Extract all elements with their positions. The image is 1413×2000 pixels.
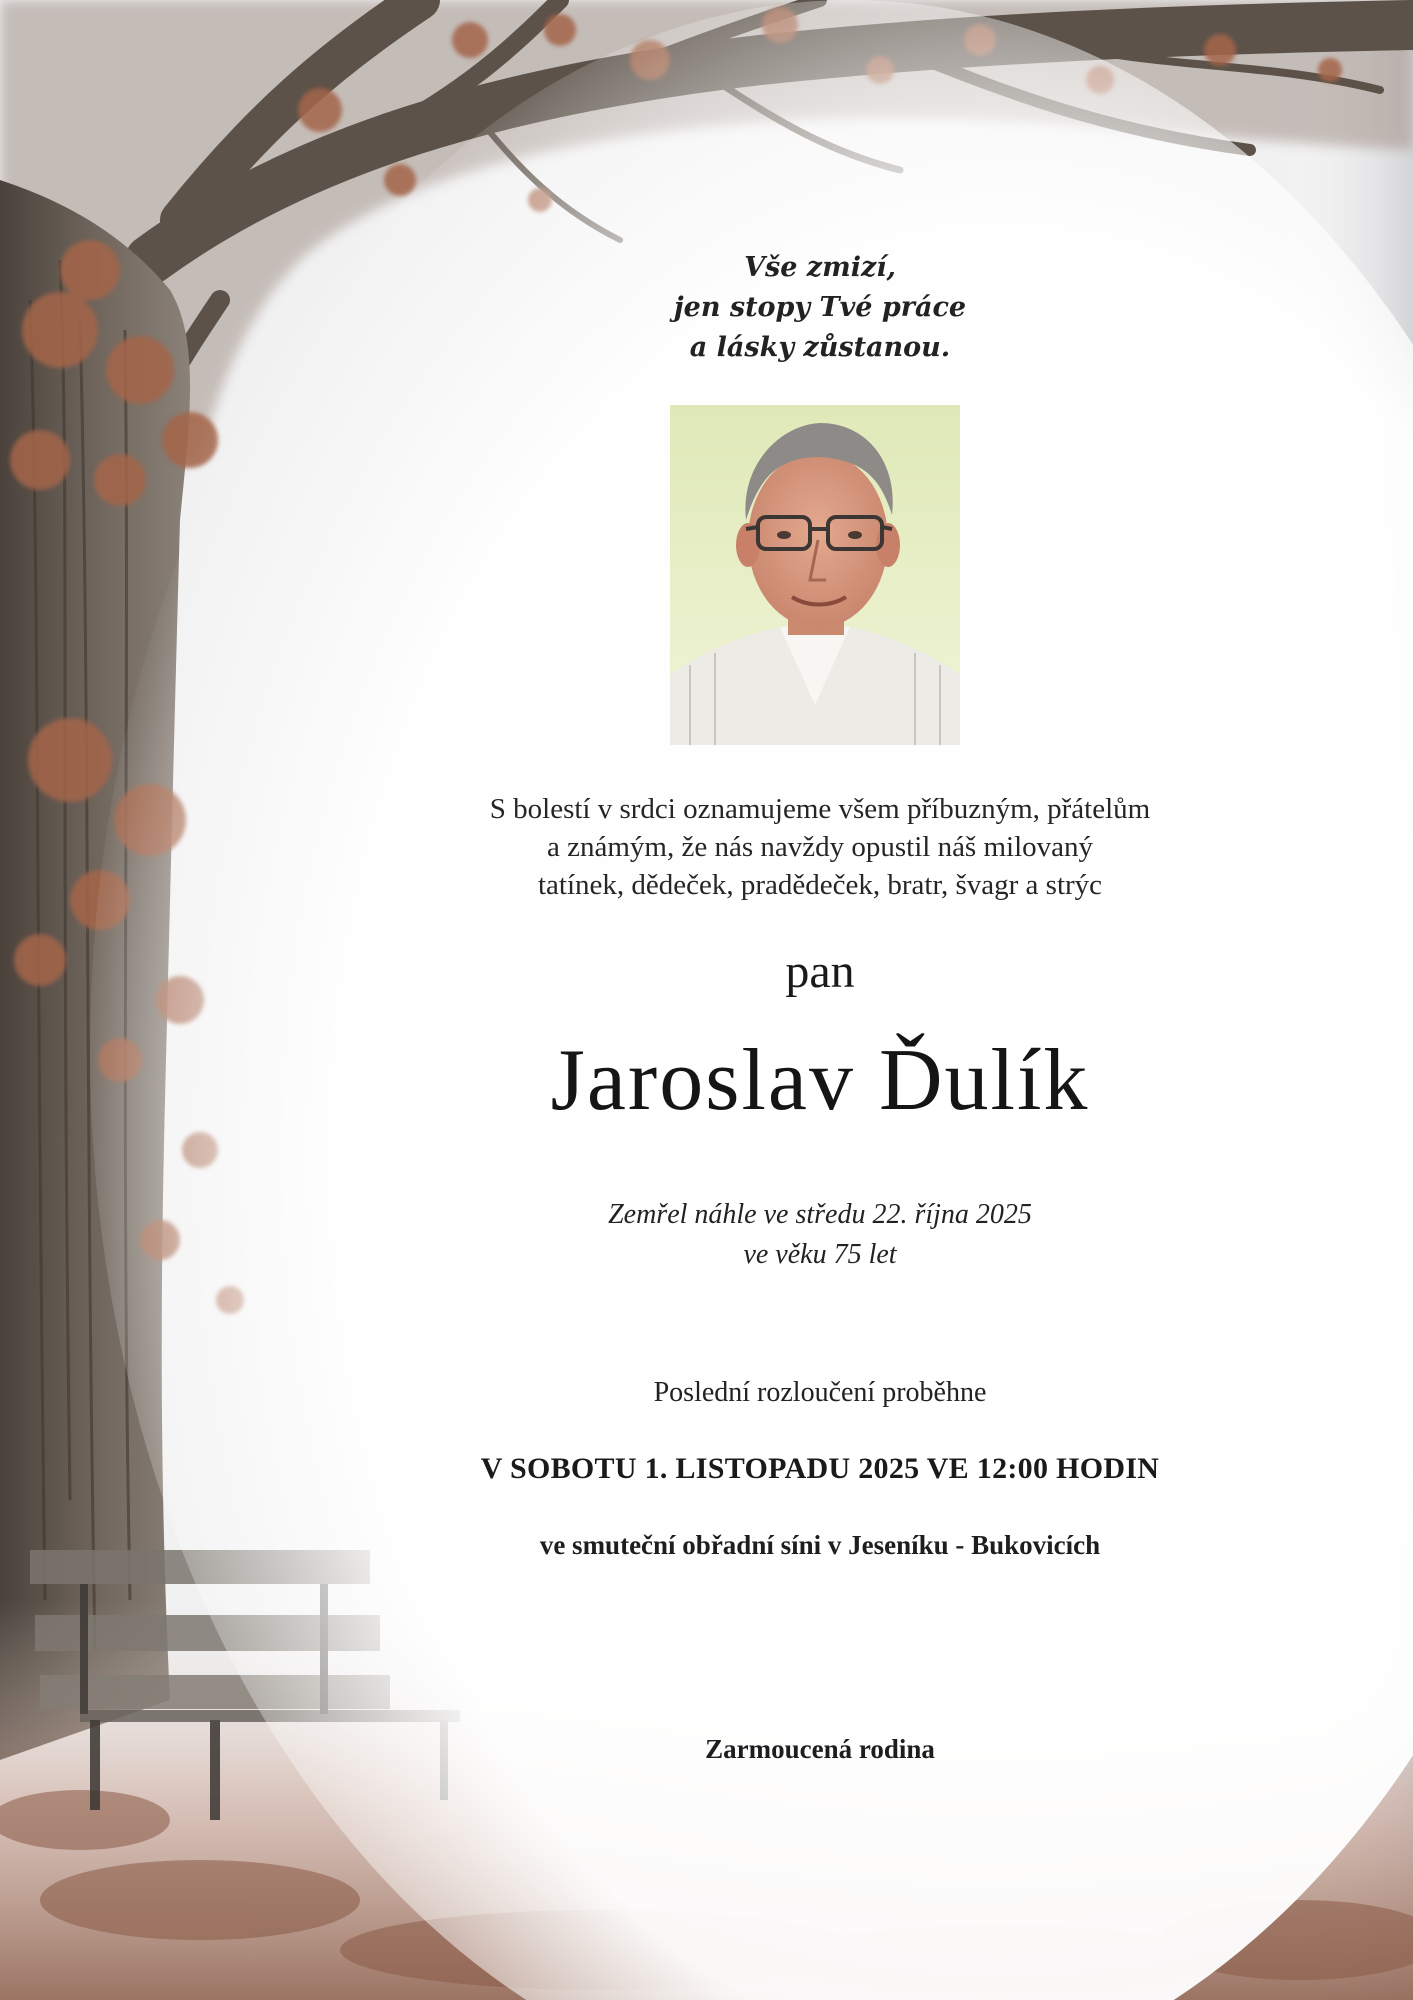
death-info [300,1195,1340,1275]
family-signature: Zarmoucená rodina [705,1734,935,1764]
honorific: pan [785,945,855,998]
announcement-line-1: S bolestí v srdci oznamujeme všem příbuzným, přátelům [489,793,1151,825]
announcement-line-2: a známým, že nás navždy opustil náš milovaný [546,831,1094,863]
motto-line-2: jen stopy Tvé práce [673,292,967,323]
motto-line-3: a lásky zůstanou. [689,332,951,363]
farewell-intro: Poslední rozloučení proběhne [653,1377,987,1408]
announcement-text [300,790,1340,904]
portrait-photo [670,405,960,745]
death-date-line: Zemřel náhle ve středu 22. října 2025 [608,1199,1032,1230]
deceased-name: Jaroslav Ďulík [550,1032,1090,1129]
farewell-date: V SOBOTU 1. LISTOPADU 2025 VE 12:00 HODIN [480,1452,1160,1485]
age-line: ve věku 75 let [743,1239,897,1270]
farewell-place: ve smuteční obřadní síni v Jeseníku - Bukovicích [539,1530,1101,1560]
motto [300,248,1340,368]
motto-line-1: Vše zmizí, [744,252,896,283]
announcement-line-3: tatínek, dědeček, pradědeček, bratr, švagr a strýc [537,869,1103,901]
